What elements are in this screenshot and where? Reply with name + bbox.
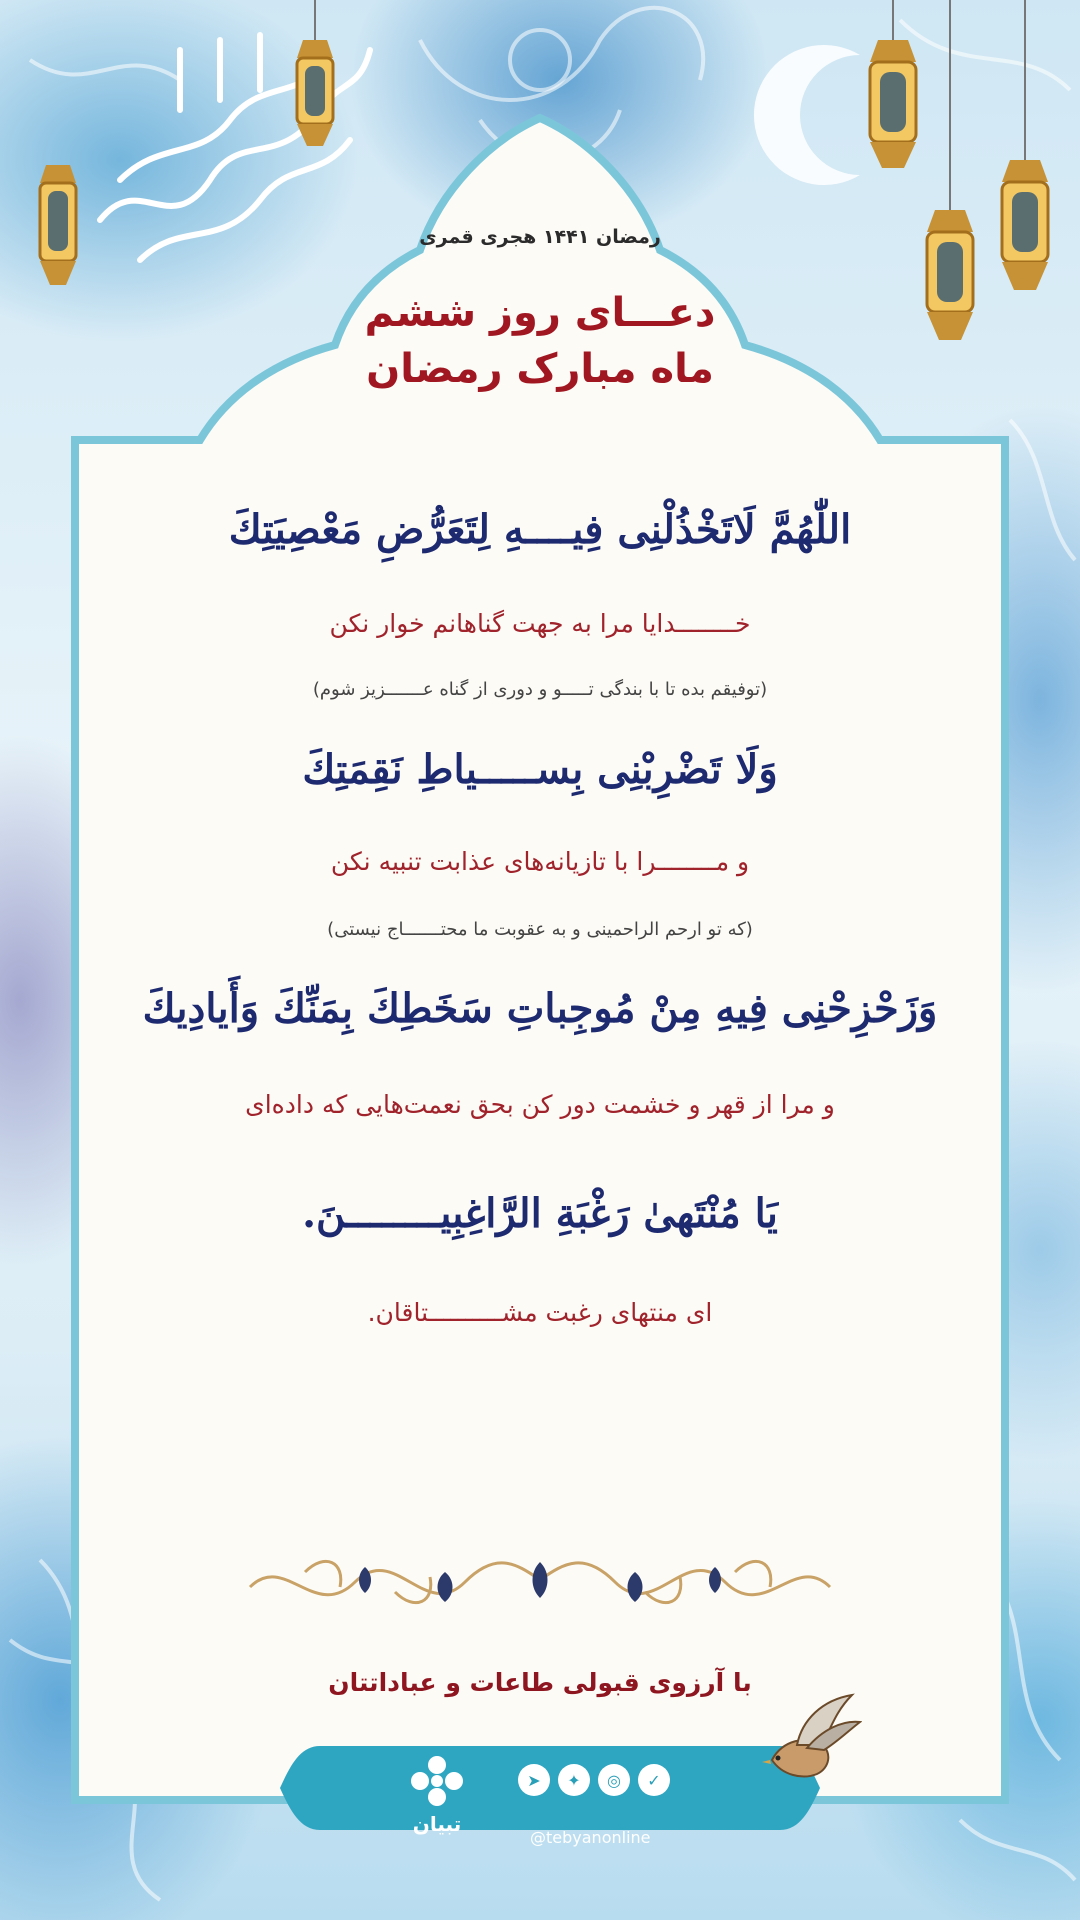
- telegram-icon[interactable]: ➤: [518, 1764, 550, 1796]
- arabic-verse-4: یَا مُنْتَهیٰ رَغْبَةِ الرَّاغِبِیــــــــنَ.: [302, 1190, 778, 1237]
- social-handle[interactable]: @tebyanonline: [530, 1828, 651, 1847]
- social-icons: [518, 1764, 670, 1796]
- translation-3: و مرا از قهر و خشمت دور کن بحق نعمت‌هایی که داده‌ای: [245, 1090, 835, 1119]
- page-title: دعـــای روز ششم: [364, 290, 716, 336]
- explanation-1: (توفیقم بده تا با بندگی تـــــو و دوری از گناه عـــــــزیز شوم): [312, 679, 768, 700]
- instagram-icon[interactable]: ◎: [598, 1764, 630, 1796]
- lantern-icon: [990, 0, 1060, 300]
- translation-2: و مــــــــرا با تازیانه‌های عذابت تنبیه نکن: [330, 847, 750, 876]
- floral-ornament: [245, 1532, 835, 1630]
- translation-1: خــــــــدایا مرا به جهت گناهانم خوار نکن: [329, 609, 751, 638]
- arabic-verse-1: اللّٰهُمَّ لَاتَخْذُلْنِی فِیــــهِ لِتَعَرُّضِ مَعْصِیَتِكَ: [228, 506, 852, 553]
- page-subtitle: ماه مبارک رمضان: [366, 346, 714, 392]
- hijri-date: رمضان ۱۴۴۱ هجری قمری: [419, 226, 661, 248]
- arabic-verse-3: وَزَحْزِحْنِی فِیهِ مِنْ مُوجِباتِ سَخَطِكَ بِمَنِّكَ وَأَیادِیكَ: [142, 985, 938, 1032]
- logo-text: تبیان: [412, 1812, 462, 1836]
- closing-wish: با آرزوی قبولی طاعات و عباداتتان: [328, 1668, 752, 1697]
- arabic-verse-2: وَلَا تَضْرِبْنِی بِســـــیاطِ نَقِمَتِكَ: [302, 746, 778, 793]
- translation-4: ای منتهای رغبت مشــــــــــتاقان.: [367, 1298, 713, 1327]
- check-icon[interactable]: ✓: [638, 1764, 670, 1796]
- lantern-icon: [285, 0, 345, 155]
- explanation-2: (که تو ارحم الراحمینی و به عقوبت ما محتـــــــاج نیستی): [327, 919, 753, 940]
- twitter-icon[interactable]: ✦: [558, 1764, 590, 1796]
- bird-illustration: [752, 1690, 862, 1790]
